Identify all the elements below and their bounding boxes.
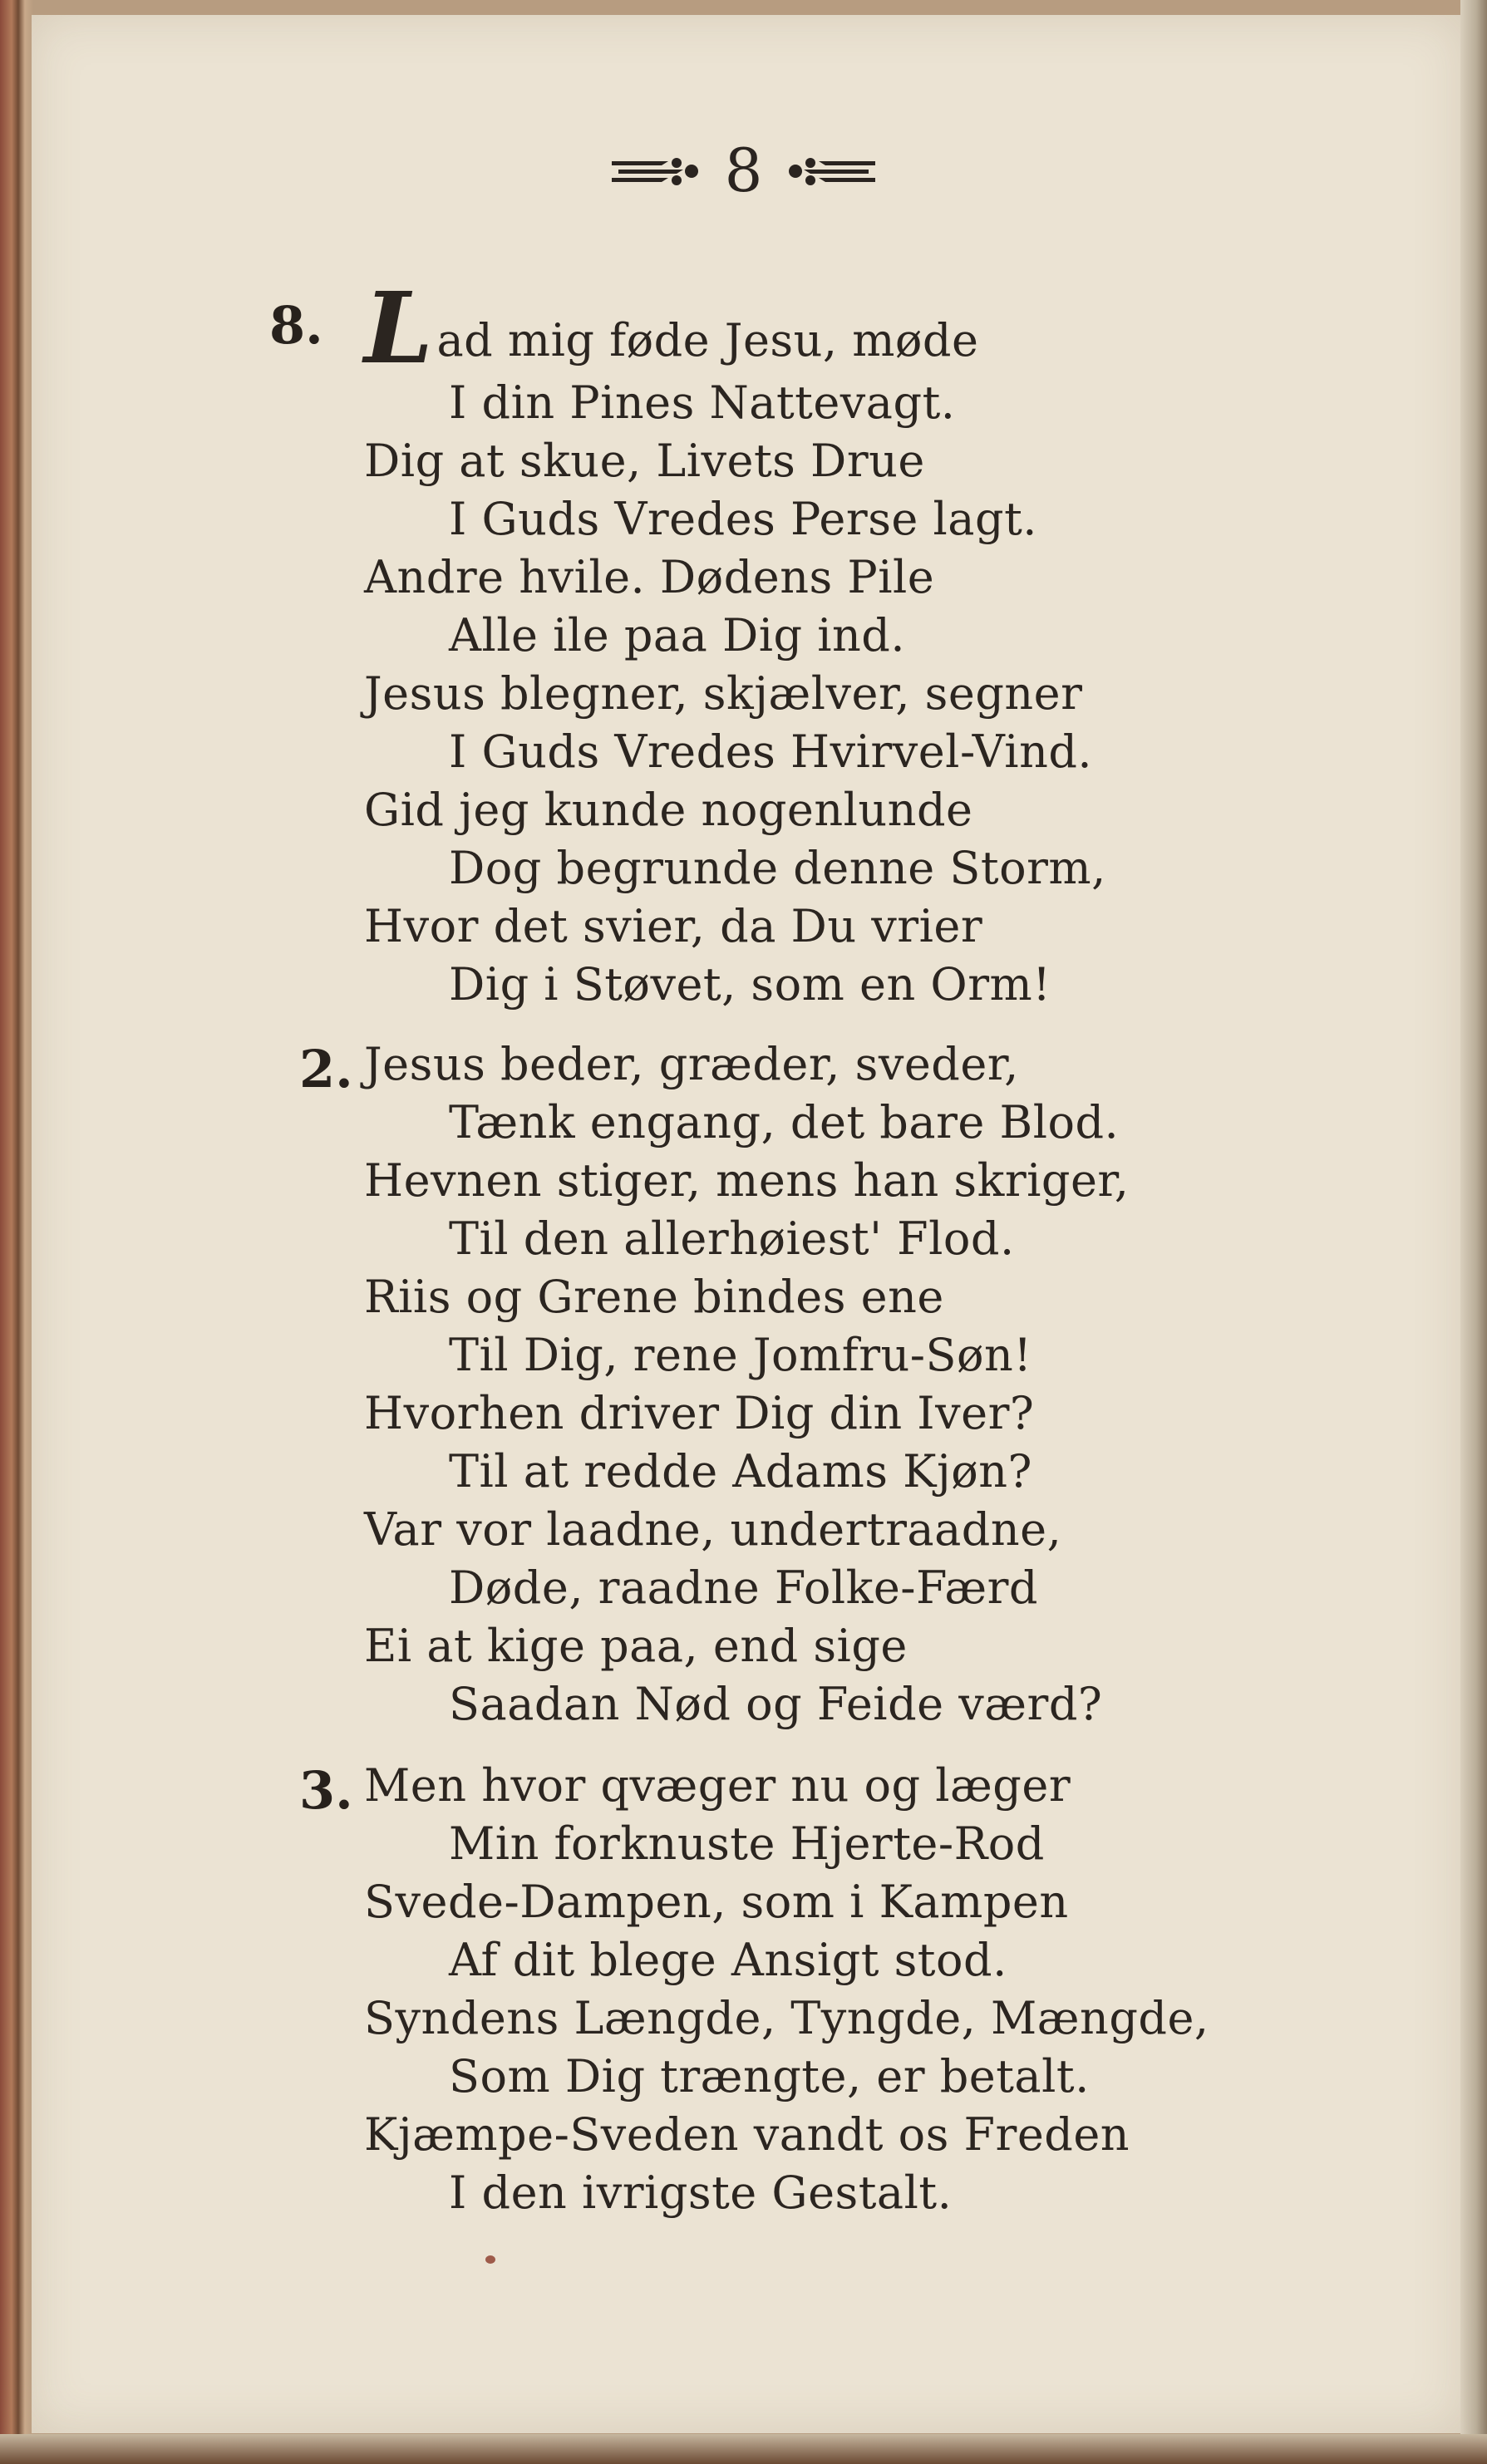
verse-number: 8.: [269, 295, 323, 356]
verse-line: Men hvor qvæger nu og læger: [364, 1759, 1071, 1812]
left-leaf-ornament-icon: [610, 150, 703, 191]
verse-line: I den ivrigste Gestalt.: [449, 2166, 953, 2219]
verse-line: Jesus blegner, skjælver, segner: [364, 667, 1083, 720]
verse-line: I Guds Vredes Perse lagt.: [449, 493, 1037, 545]
right-leaf-ornament-icon: [784, 150, 877, 191]
verse-line: Døde, raadne Folke-Færd: [449, 1562, 1038, 1614]
page-number: 8: [724, 135, 763, 205]
verse-line: Saadan Nød og Feide værd?: [449, 1678, 1103, 1730]
page-edge: [1460, 0, 1487, 2464]
verse-line: Jesus beder, græder, sveder,: [364, 1038, 1019, 1090]
verse-line: Tænk engang, det bare Blod.: [449, 1096, 1120, 1148]
verse-line: Var vor laadne, undertraadne,: [364, 1503, 1062, 1556]
book-cover-edge: [0, 2434, 1487, 2464]
verse-line: Alle ile paa Dig ind.: [449, 609, 906, 661]
verse-line: Gid jeg kunde nogenlunde: [364, 784, 973, 836]
verse-line: I Guds Vredes Hvirvel-Vind.: [449, 725, 1093, 778]
verse-line: Af dit blege Ansigt stod.: [449, 1934, 1007, 1986]
verse-line: Lad mig føde Jesu, møde: [364, 270, 979, 386]
verse-line: Ei at kige paa, end sige: [364, 1620, 908, 1672]
verse-line: Som Dig trængte, er betalt.: [449, 2050, 1090, 2103]
verse-number: 3.: [299, 1760, 353, 1821]
verse-line: Dog begrunde denne Storm,: [449, 842, 1106, 894]
verse-line: Riis og Grene bindes ene: [364, 1271, 944, 1323]
verse-line: Hvor det svier, da Du vrier: [364, 900, 983, 952]
verse-line: Dig at skue, Livets Drue: [364, 435, 925, 487]
verse-line: Syndens Længde, Tyngde, Mængde,: [364, 1992, 1209, 2044]
page-header: [0, 133, 1487, 208]
verse-line: Kjæmpe-Sveden vandt os Freden: [364, 2108, 1130, 2161]
verse-line: Min forknuste Hjerte-Rod: [449, 1817, 1045, 1870]
verse-line: Til Dig, rene Jomfru-Søn!: [449, 1329, 1032, 1381]
ink-speck: [485, 2255, 495, 2264]
verse-line: I din Pines Nattevagt.: [449, 376, 956, 429]
verse-number: 2.: [299, 1039, 353, 1099]
drop-cap: L: [364, 270, 434, 386]
verse-line: Dig i Støvet, som en Orm!: [449, 958, 1051, 1011]
verse-line: Andre hvile. Dødens Pile: [364, 551, 935, 603]
verse-line: Svede-Dampen, som i Kampen: [364, 1876, 1069, 1928]
verse-line: Hvorhen driver Dig din Iver?: [364, 1387, 1035, 1439]
verse-line: Til den allerhøiest' Flod.: [449, 1212, 1015, 1265]
verse-line: Til at redde Adams Kjøn?: [449, 1445, 1032, 1498]
verse-line: Hevnen stiger, mens han skriger,: [364, 1154, 1130, 1207]
